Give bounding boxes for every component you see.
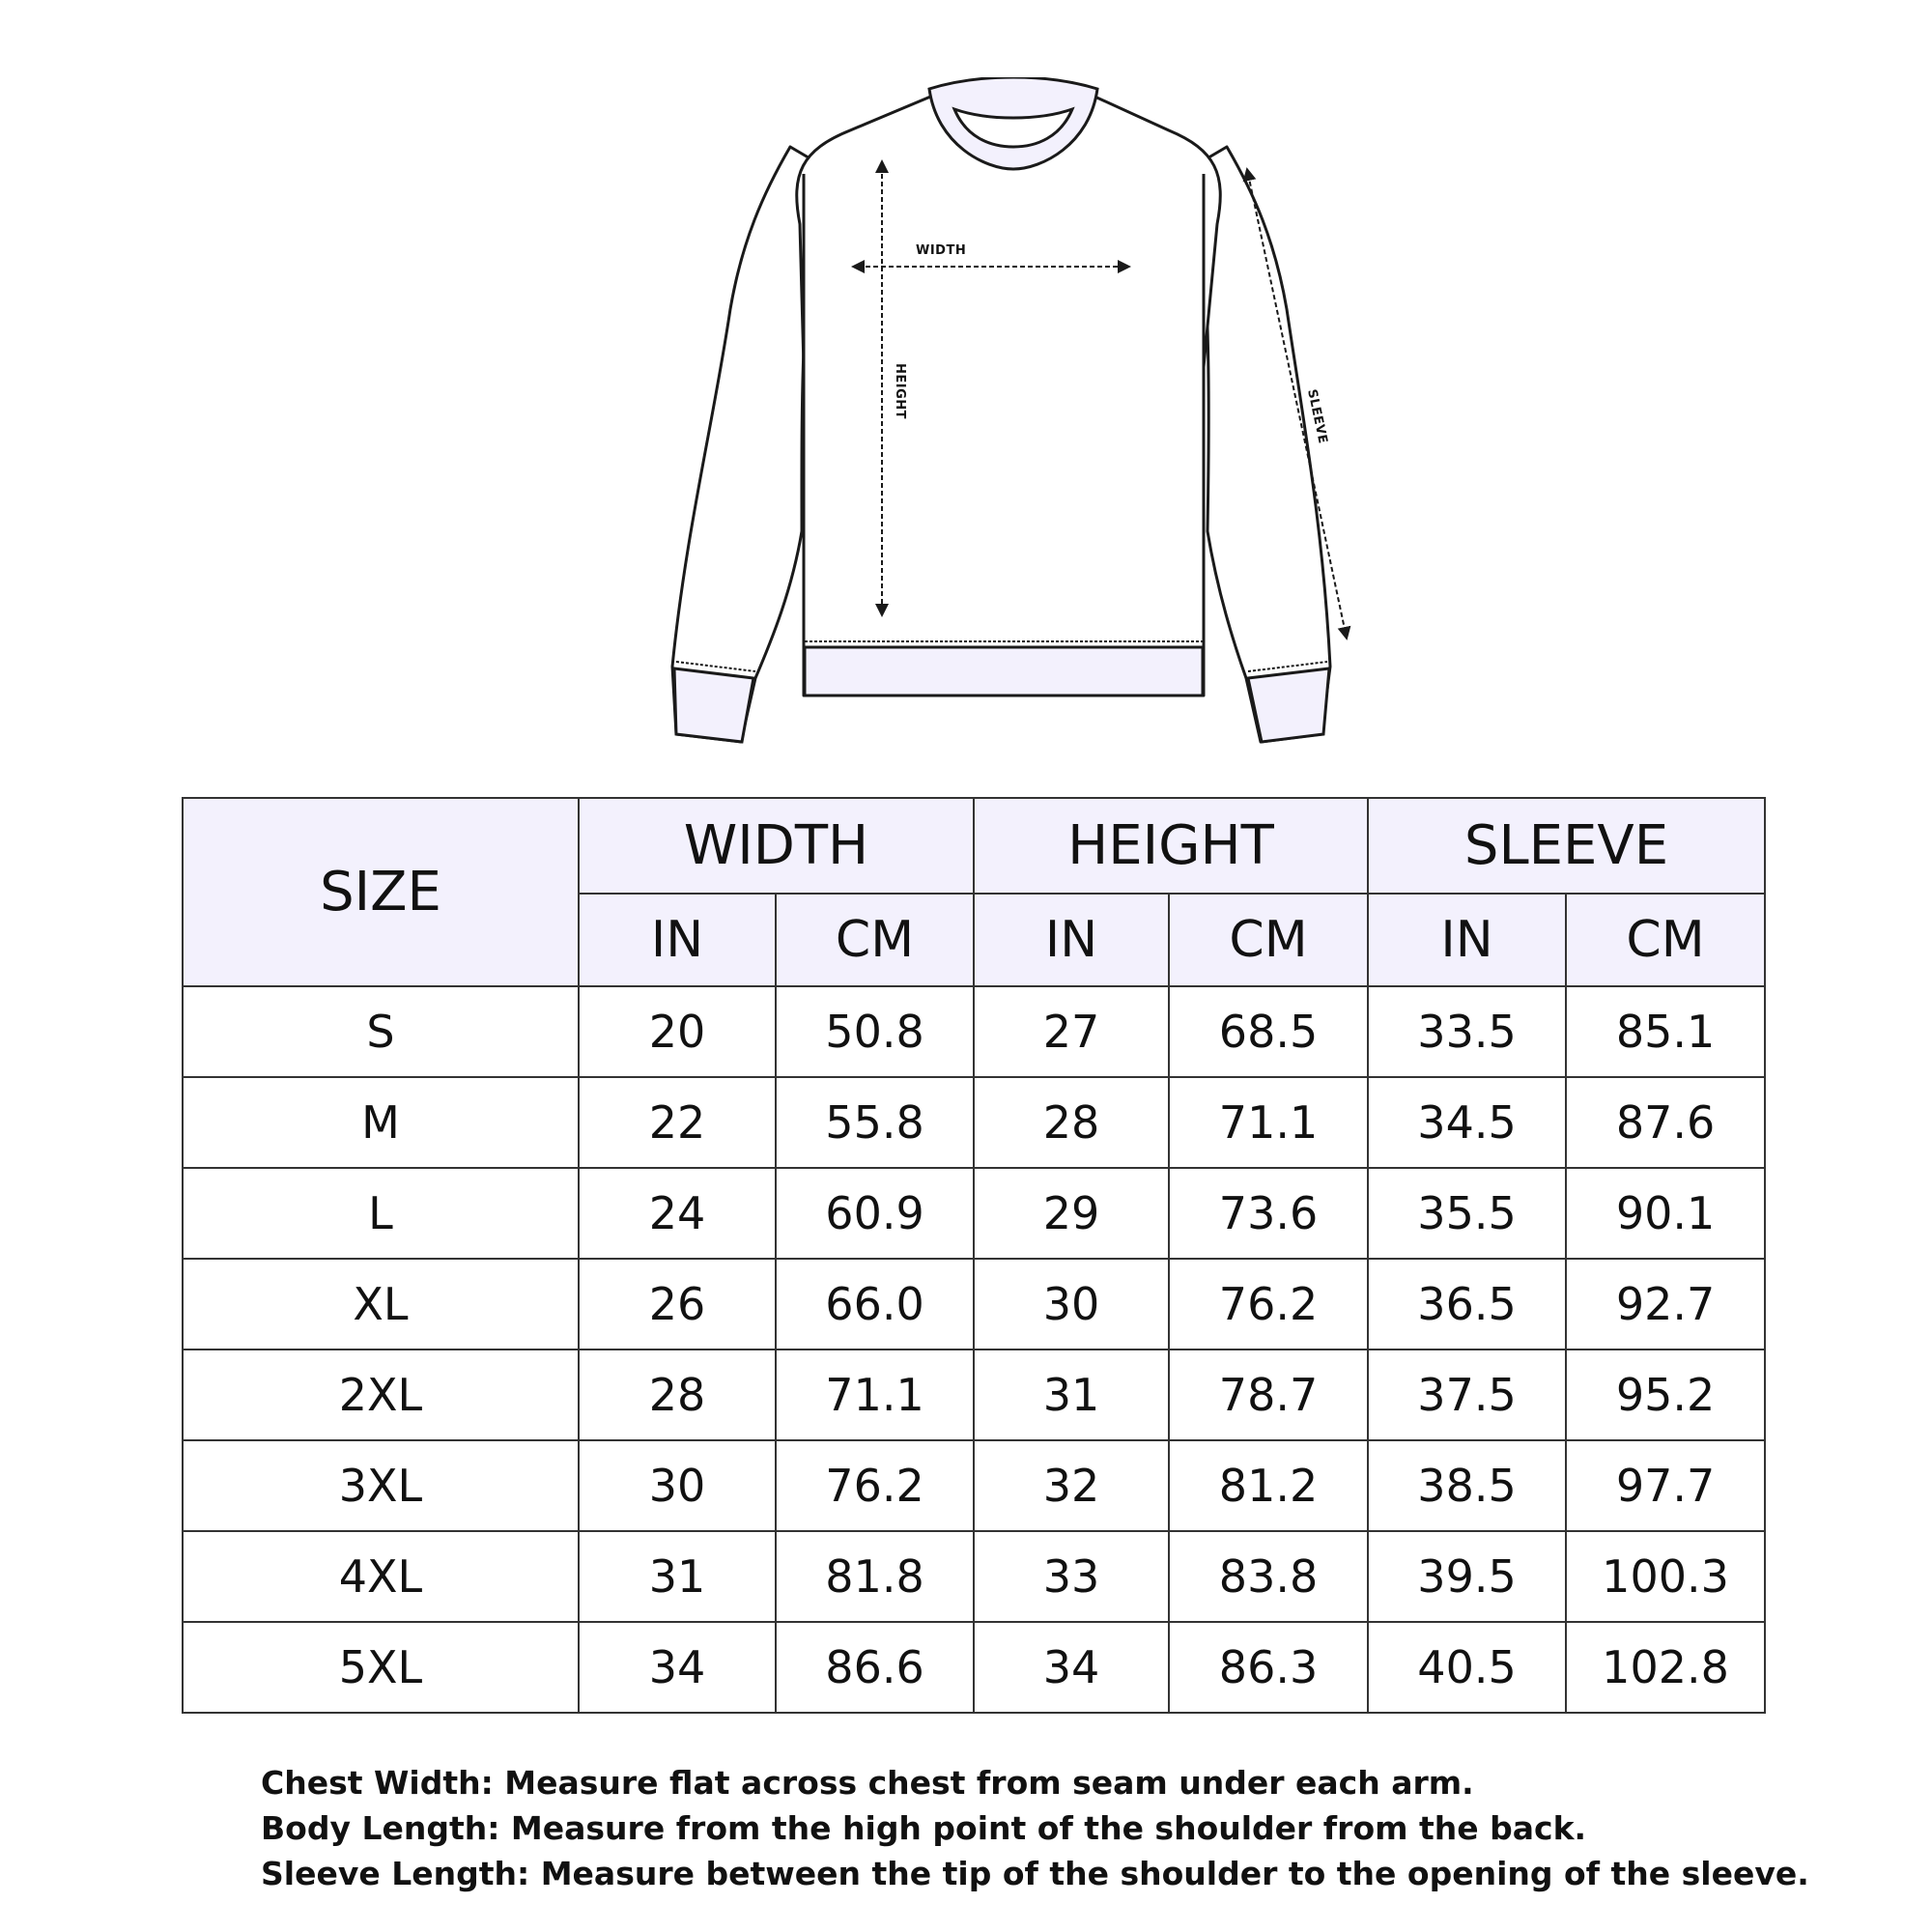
- value-cell: 22: [579, 1077, 776, 1168]
- value-cell: 81.2: [1169, 1440, 1368, 1531]
- sleeve-header: SLEEVE: [1368, 798, 1765, 894]
- unit-header: CM: [1169, 894, 1368, 986]
- size-cell: M: [183, 1077, 579, 1168]
- value-cell: 86.3: [1169, 1622, 1368, 1713]
- value-cell: 78.7: [1169, 1350, 1368, 1440]
- size-header: SIZE: [183, 798, 579, 986]
- value-cell: 36.5: [1368, 1259, 1566, 1350]
- value-cell: 31: [974, 1350, 1169, 1440]
- value-cell: 71.1: [1169, 1077, 1368, 1168]
- sleeve-label: SLEEVE: [1304, 387, 1330, 445]
- table-row: [183, 1077, 1765, 1168]
- width-header: WIDTH: [579, 798, 974, 894]
- value-cell: 81.8: [776, 1531, 974, 1622]
- value-cell: 102.8: [1566, 1622, 1765, 1713]
- unit-header: IN: [1368, 894, 1566, 986]
- value-cell: 30: [974, 1259, 1169, 1350]
- value-cell: 83.8: [1169, 1531, 1368, 1622]
- value-cell: 92.7: [1566, 1259, 1765, 1350]
- table-row: [183, 1440, 1765, 1531]
- sweatshirt-icon: [657, 77, 1372, 744]
- value-cell: 35.5: [1368, 1168, 1566, 1259]
- table-row: [183, 1622, 1765, 1713]
- size-cell: XL: [183, 1259, 579, 1350]
- value-cell: 95.2: [1566, 1350, 1765, 1440]
- value-cell: 27: [974, 986, 1169, 1077]
- size-cell: L: [183, 1168, 579, 1259]
- unit-header: IN: [974, 894, 1169, 986]
- value-cell: 37.5: [1368, 1350, 1566, 1440]
- value-cell: 24: [579, 1168, 776, 1259]
- unit-header: CM: [776, 894, 974, 986]
- value-cell: 73.6: [1169, 1168, 1368, 1259]
- value-cell: 60.9: [776, 1168, 974, 1259]
- size-chart-table: [182, 797, 1766, 1714]
- value-cell: 39.5: [1368, 1531, 1566, 1622]
- sleeve-length-note: Sleeve Length: Measure between the tip of the shoulder to the opening of the sleeve.: [261, 1855, 1809, 1892]
- table-row: [183, 1531, 1765, 1622]
- value-cell: 20: [579, 986, 776, 1077]
- table-row: [183, 1259, 1765, 1350]
- table-row: [183, 1350, 1765, 1440]
- value-cell: 26: [579, 1259, 776, 1350]
- height-label: HEIGHT: [893, 362, 907, 420]
- value-cell: 90.1: [1566, 1168, 1765, 1259]
- size-cell: S: [183, 986, 579, 1077]
- unit-header: CM: [1566, 894, 1765, 986]
- value-cell: 55.8: [776, 1077, 974, 1168]
- value-cell: 87.6: [1566, 1077, 1765, 1168]
- chest-width-note: Chest Width: Measure flat across chest from seam under each arm.: [261, 1764, 1474, 1802]
- value-cell: 68.5: [1169, 986, 1368, 1077]
- size-cell: 4XL: [183, 1531, 579, 1622]
- height-header: HEIGHT: [974, 798, 1368, 894]
- size-cell: 2XL: [183, 1350, 579, 1440]
- value-cell: 32: [974, 1440, 1169, 1531]
- measurement-notes: [261, 1760, 1884, 1896]
- value-cell: 66.0: [776, 1259, 974, 1350]
- value-cell: 50.8: [776, 986, 974, 1077]
- value-cell: 33.5: [1368, 986, 1566, 1077]
- value-cell: 34: [974, 1622, 1169, 1713]
- value-cell: 28: [579, 1350, 776, 1440]
- value-cell: 86.6: [776, 1622, 974, 1713]
- size-cell: 5XL: [183, 1622, 579, 1713]
- value-cell: 30: [579, 1440, 776, 1531]
- value-cell: 71.1: [776, 1350, 974, 1440]
- sweatshirt-diagram: [657, 77, 1372, 744]
- table-row: [183, 1168, 1765, 1259]
- value-cell: 34: [579, 1622, 776, 1713]
- value-cell: 33: [974, 1531, 1169, 1622]
- value-cell: 29: [974, 1168, 1169, 1259]
- unit-header: IN: [579, 894, 776, 986]
- value-cell: 40.5: [1368, 1622, 1566, 1713]
- value-cell: 38.5: [1368, 1440, 1566, 1531]
- value-cell: 85.1: [1566, 986, 1765, 1077]
- body-length-note: Body Length: Measure from the high point of the shoulder from the back.: [261, 1809, 1587, 1847]
- value-cell: 28: [974, 1077, 1169, 1168]
- value-cell: 76.2: [776, 1440, 974, 1531]
- value-cell: 76.2: [1169, 1259, 1368, 1350]
- value-cell: 34.5: [1368, 1077, 1566, 1168]
- size-cell: 3XL: [183, 1440, 579, 1531]
- value-cell: 31: [579, 1531, 776, 1622]
- table-row: [183, 986, 1765, 1077]
- value-cell: 100.3: [1566, 1531, 1765, 1622]
- header-row: [183, 798, 1765, 894]
- value-cell: 97.7: [1566, 1440, 1765, 1531]
- width-label: WIDTH: [916, 243, 967, 258]
